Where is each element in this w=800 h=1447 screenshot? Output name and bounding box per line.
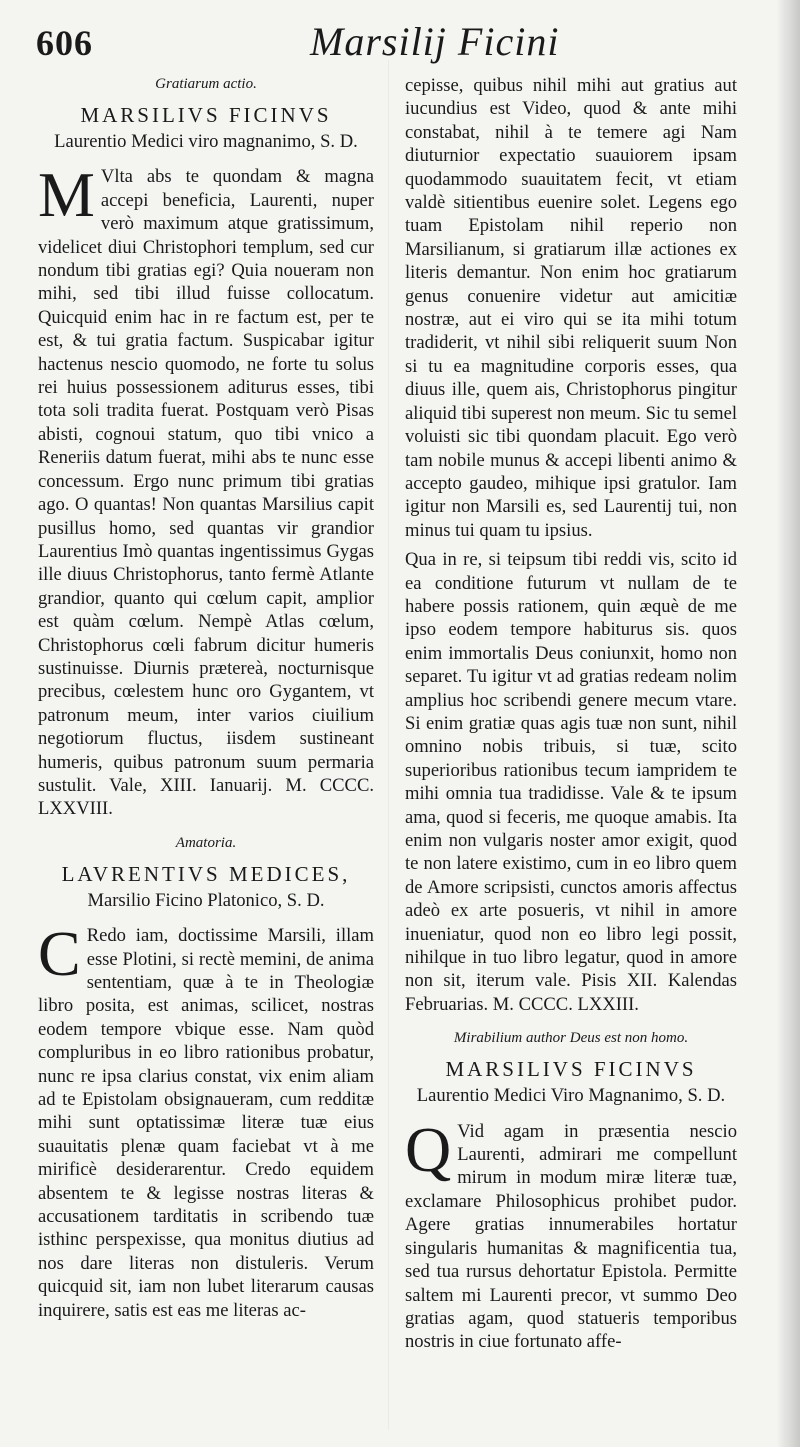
letter1-text: Vlta abs te quondam & magna accepi beneficia, Laurenti, nuper verò maximum atque gratissimum, videlicet diui Christophori templum, sed cur nondum tibi gratias egi? Quia noueram non mihi, sed tibi illud fuisse collocatum. Quicquid enim hac in re factum est, per te est, & tui gratia factum. Suspicabar igitur hactenus nescio quomodo, ne forte tu solus rei huius possessionem aditurus esses, tibi tota soli tradita fuerat. Postquam verò Pisas abisti, cognoui statum, quo tibi vnico a Reneriis datum fuerat, mihi abs te nunc esse concessum. Ergo nunc primum tibi gratias ago. O quantas! Non quantas Marsilius capit pusillus homo, sed quantas vir grandior Laurentius Imò quantas ingentissimus Gygas ille diuus Christophorus, tanto fermè Atlante grandior, quanto qui cœlum capit, amplior est quàm cœlum. Nempè Atlas cœlum, Christophorus cœli fabrum dicitur humeris sustinuisse. Diurnis prætereà, nocturnisque precibus, cœlestem hunc oro Gygantem, vt patronum meum, inter varios ciuilium negotiorum fluctus, iisdem sustineant humeris, quibus patronum suum permaria sustulit. Vale, XIII. Ianuarij. M. CCCC. LXXVIII. <box>38 166 374 820</box>
letter1-initial: M <box>38 159 95 231</box>
letter1-body <box>38 159 374 820</box>
letter1-rubric: Gratiarum actio. <box>155 76 257 92</box>
letter3-rubric: Mirabilium author Deus est non homo. <box>453 1030 689 1047</box>
letter2-text: Redo iam, doctissime Marsili, illam esse Plotini, si rectè memini, de anima sententiam, quæ à te in Theologiæ libro posita, est animas, scilicet, nostras eodem tempore vbique esse. Nam quòd compluribus in eo libro rationibus probatur, nunc re ipsa clarius constat, vix enim aliam ad te Epistolam obsignaueram, cum redditæ mihi sunt optatissimæ literæ tuæ eius suauitatis plenæ quam faciebat vt à me mirificè desiderarentur. Credo equidem absentem te & legisse nostras literas & accusationem tarditatis in scribendo tuæ isthinc perspexisse, qua monitus diutius ad nos dare literas non distuleris. Verum quicquid sit, iam non lubet literarum causas inquirere, satis est eas me literas ac- <box>38 925 374 1321</box>
letter2-address: Marsilio Ficino Platonico, S. D. <box>87 889 325 911</box>
gutter-shadow <box>388 60 389 1430</box>
letter3-body <box>405 1113 737 1354</box>
letter3-address: Laurentio Medici Viro Magnanimo, S. D. <box>416 1085 726 1107</box>
running-title: Marsilij Ficini <box>310 19 560 64</box>
letter1-address: Laurentio Medici viro magnanimo, S. D. <box>54 131 358 152</box>
letter2-rubric: Amatoria. <box>175 834 237 851</box>
page-number: 606 <box>36 23 93 63</box>
right-column <box>405 74 737 1354</box>
letter2-initial: C <box>38 918 81 990</box>
left-column <box>38 74 374 1322</box>
letter2-sender: LAVRENTIVS MEDICES, <box>61 861 351 886</box>
letter3-text: Vid agam in præsentia nescio Laurenti, admirari me compellunt mirum in modum miræ literæ tuæ, exclamare Philosophicus prohibet pudor. Agere gratias innumerabiles hortatur singularis humanitas & magnificentia tua, sed tua rursus dehortatur Epistola. Permitte saltem mi Laurenti precor, vt summo Deo gratias agam, quod statueris temporibus nostris in ciue fortunato affe- <box>405 1120 737 1353</box>
letter3-sender: MARSILIVS FICINVS <box>445 1057 697 1082</box>
letter3-initial: Q <box>405 1113 452 1185</box>
letter2-continuation-paragraph-2: Qua in re, si teipsum tibi reddi vis, scito id ea conditione futurum vt nullam de te habere possis rationem, quin æquè de me ipso eodem tempore habiturus sis. quos enim immortalis Deus coniunxit, homo non separet. Tu igitur vt ad gratias redeam nolim amplius hoc scribendi genere mecum vtare. Si enim gratiæ quas agis tuæ non sunt, nihil omnino nobis tribuis, si tuæ, scito superioribus rationibus tecum iampridem te mihi omnia tua tradidisse. Vale & te ipsum ama, quod si feceris, me quoque amabis. Ita enim non vulgaris noster amor exigit, quod te non latere existimo, cum in eo libro quem de Amore scripsisti, cunctos amoris affectus adeò ex arte posueris, vt nihil in amore inueniatur, quod non eo libro legi possit, nihilque in tuo libro legatur, quod in amore non sit, iterum vale. Pisis XII. Kalendas Februarias. M. CCCC. LXXIII. <box>405 549 737 1015</box>
letter2-continuation-paragraph-1: cepisse, quibus nihil mihi aut gratius aut iucundius est Video, quod & ante mihi constabat, nihil à te temere agi Nam diuturnior expectatio suauiorem ipsam quodammodo suauitatem fecit, vt etiam valdè sitientibus euenire solet. Legens ego tuam Epistolam nihil reperio non Marsilianum, si gratiarum illæ actiones ex literis demantur. Non enim hoc gratiarum genus conuenire videtur aut amicitiæ nostræ, aut ei viro qui se ita mihi totum tradiderit, vt nihil sibi reliquerit suum Non si tu ea magnitudine corporis esses, qua diuus ille, quem ais, Christophorus pingitur aliquid tibi superest non meum. Sic tu semel voluisti sic tibi quondam placuit. Ego verò tam nobile munus & accepi libenti animo & accepto gaudeo, mihique ipsi gratulor. Iam igitur non Marsili es, sed Laurentij tui, non minus tui quam tu ipsius. <box>405 75 737 541</box>
letter1-sender: MARSILIVS FICINVS <box>80 103 332 127</box>
letter2-body <box>38 918 374 1322</box>
